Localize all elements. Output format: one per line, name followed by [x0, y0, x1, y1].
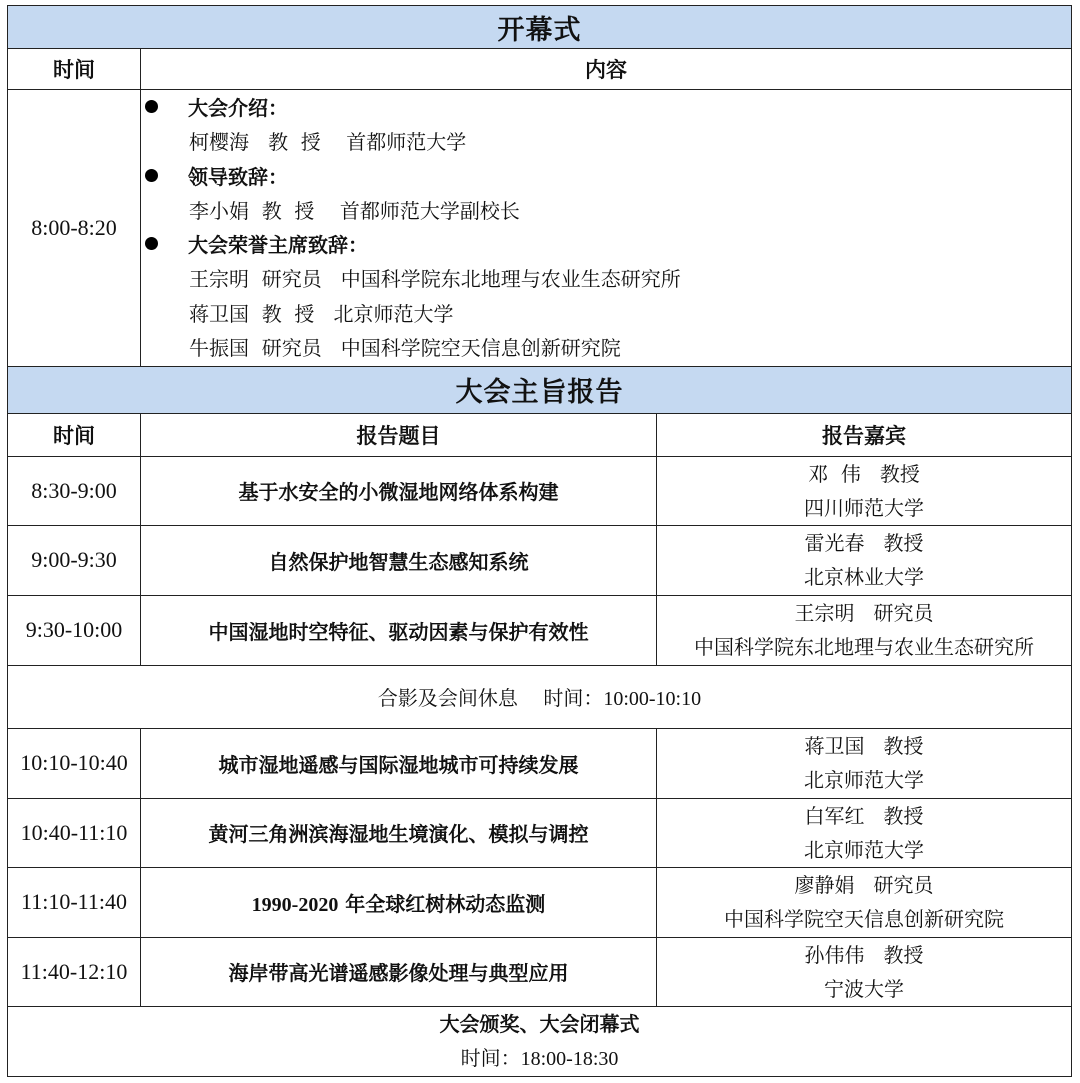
- section-title: 大会荣誉主席致辞：: [141, 228, 1071, 262]
- opening-section-list: [141, 90, 1071, 366]
- speaker-name: 白军红 教授: [804, 803, 924, 828]
- opening-section: [141, 160, 1071, 229]
- talk-row: [8, 867, 1072, 937]
- opening-section: [141, 228, 1071, 366]
- keynote-col-time: 时间: [8, 413, 141, 456]
- talk-row: [8, 525, 1072, 595]
- break-time: 10:00-10:10: [603, 688, 702, 710]
- speaker-name: 孙伟伟 教授: [804, 942, 924, 967]
- bullet-icon: [145, 100, 158, 113]
- talk-title-text: 年全球红树林动态监测: [338, 891, 546, 916]
- section-line: 蒋卫国 教 授 北京师范大学: [189, 301, 454, 326]
- talk-speaker-cell: [657, 937, 1072, 1006]
- talk-title: 中国湿地时空特征、驱动因素与保护有效性: [141, 595, 657, 665]
- section-line: 柯樱海 教 授 首都师范大学: [189, 130, 467, 154]
- speaker-name: 廖静娟 研究员: [794, 873, 934, 897]
- speaker-name: 雷光春 教授: [804, 531, 924, 555]
- speaker-org: 北京师范大学: [804, 768, 924, 792]
- break-row: [8, 665, 1072, 728]
- talk-title: 黄河三角洲滨海湿地生境演化、模拟与调控: [141, 798, 657, 867]
- talk-time: 8:30-9:00: [8, 456, 141, 525]
- opening-band: 开幕式: [8, 6, 1072, 49]
- talk-title-year: 1990-2020: [251, 893, 339, 916]
- speaker-name: 王宗明 研究员: [794, 601, 934, 625]
- opening-col-time: 时间: [8, 49, 141, 90]
- section-title: 大会介绍：: [141, 91, 1071, 125]
- speaker-name: 蒋卫国 教授: [804, 734, 924, 758]
- speaker-org: 中国科学院空天信息创新研究院: [724, 907, 1004, 931]
- speaker-org: 中国科学院东北地理与农业生态研究所: [694, 635, 1034, 659]
- speaker-org: 北京林业大学: [804, 565, 924, 589]
- agenda-table: [7, 5, 1072, 1077]
- closing-time: 18:00-18:30: [520, 1047, 619, 1070]
- closing-title: 大会颁奖、大会闭幕式: [439, 1011, 640, 1036]
- talk-time: 9:00-9:30: [8, 525, 141, 595]
- talk-row: [8, 456, 1072, 525]
- section-title: 领导致辞：: [141, 160, 1071, 194]
- talk-time: 11:10-11:40: [8, 867, 141, 937]
- talk-speaker-cell: [657, 595, 1072, 665]
- talk-title: [141, 867, 657, 937]
- speaker-name: 邓 伟 教授: [808, 461, 920, 486]
- talk-time: 10:10-10:40: [8, 728, 141, 798]
- talk-title: 海岸带高光谱遥感影像处理与典型应用: [141, 937, 657, 1006]
- talk-row: [8, 728, 1072, 798]
- bullet-icon: [145, 169, 158, 182]
- keynote-col-title: 报告题目: [141, 413, 657, 456]
- talk-row: [8, 595, 1072, 665]
- talk-title: 基于水安全的小微湿地网络体系构建: [141, 456, 657, 525]
- speaker-org: 四川师范大学: [804, 495, 924, 520]
- opening-col-content: 内容: [141, 49, 1072, 90]
- speaker-org: 宁波大学: [824, 976, 904, 1001]
- opening-section: [141, 91, 1071, 160]
- section-line: 李小娟 教 授 首都师范大学副校长: [189, 198, 520, 223]
- talk-row: [8, 937, 1072, 1006]
- opening-content: [141, 90, 1072, 367]
- break-label: 合影及会间休息 时间：: [377, 686, 604, 710]
- section-line: 牛振国 研究员 中国科学院空天信息创新研究院: [189, 336, 621, 360]
- section-line: 王宗明 研究员 中国科学院东北地理与农业生态研究所: [189, 267, 681, 291]
- opening-time: 8:00-8:20: [8, 90, 141, 367]
- talk-title: 城市湿地遥感与国际湿地城市可持续发展: [141, 728, 657, 798]
- keynote-band: 大会主旨报告: [8, 366, 1072, 413]
- closing-time-label: 时间：: [460, 1045, 521, 1070]
- talk-speaker-cell: [657, 456, 1072, 525]
- talk-speaker-cell: [657, 728, 1072, 798]
- closing-time-line: [8, 1041, 1071, 1076]
- keynote-col-speaker: 报告嘉宾: [657, 413, 1072, 456]
- talk-row: [8, 798, 1072, 867]
- talk-speaker-cell: [657, 525, 1072, 595]
- talk-time: 11:40-12:10: [8, 937, 141, 1006]
- closing-row: [8, 1006, 1072, 1076]
- talk-time: 9:30-10:00: [8, 595, 141, 665]
- talk-time: 10:40-11:10: [8, 798, 141, 867]
- talk-speaker-cell: [657, 867, 1072, 937]
- bullet-icon: [145, 237, 158, 250]
- speaker-org: 北京师范大学: [804, 837, 924, 862]
- talk-speaker-cell: [657, 798, 1072, 867]
- talk-title: 自然保护地智慧生态感知系统: [141, 525, 657, 595]
